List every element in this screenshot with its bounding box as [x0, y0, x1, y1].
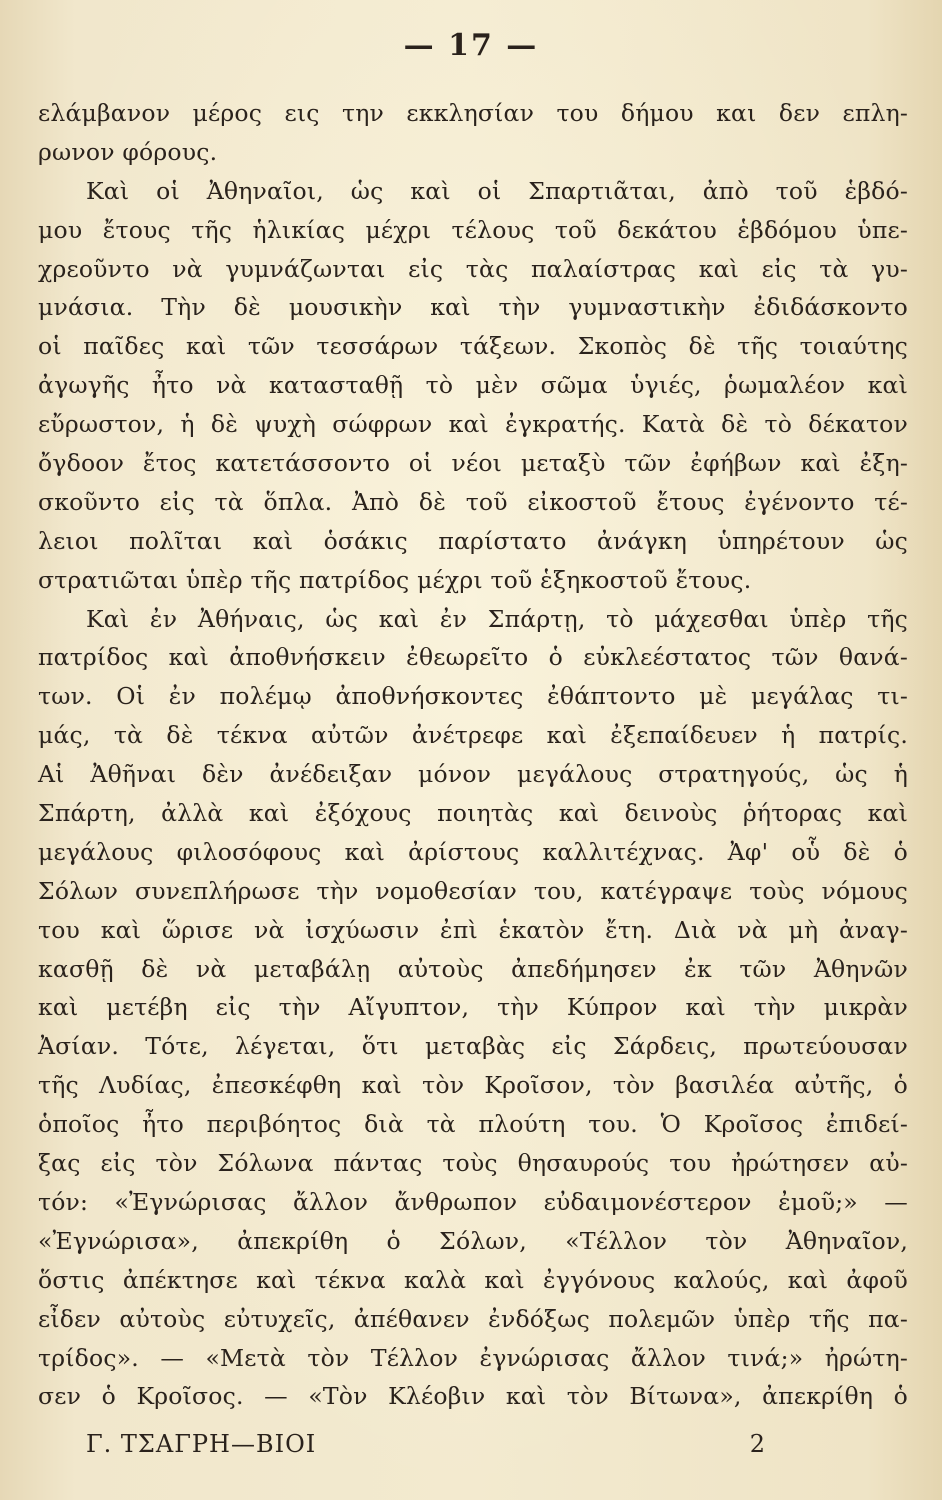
text-line: Σπάρτη, ἀλλὰ καὶ ἐξόχους ποιητὰς καὶ δεινοὺς ῥήτορας καὶ — [38, 799, 908, 828]
text-line: ἀγωγῆς ἦτο νὰ κατασταθῇ τὸ μὲν σῶμα ὑγιές, ῥωμαλέον καὶ — [38, 371, 908, 400]
page-footer — [86, 1430, 766, 1458]
text-line: εἶδεν αὐτοὺς εὐτυχεῖς, ἀπέθανεν ἐνδόξως πολεμῶν ὑπὲρ τῆς πα- — [38, 1304, 908, 1333]
text-line: σεν ὁ Κροῖσος. — «Τὸν Κλέοβιν καὶ τὸν Βίτωνα», ἀπεκρίθη ὁ — [38, 1382, 908, 1411]
text-line: μεγάλους φιλοσόφους καὶ ἀρίστους καλλιτέχνας. Ἀφ' οὗ δὲ ὁ — [38, 837, 908, 866]
text-line: ρωνον φόρους. — [38, 137, 218, 166]
text-line: καὶ μετέβη εἰς τὴν Αἴγυπτον, τὴν Κύπρον καὶ τὴν μικρὰν — [38, 993, 908, 1022]
text-line: εὔρωστον, ἡ δὲ ψυχὴ σώφρων καὶ ἐγκρατής. Κατὰ δὲ τὸ δέκατον — [38, 410, 908, 439]
text-line: Αἱ Ἀθῆναι δὲν ἀνέδειξαν μόνον μεγάλους στρατηγούς, ὡς ἡ — [38, 760, 908, 789]
text-line: μου ἔτους τῆς ἡλικίας μέχρι τέλους τοῦ δεκάτου ἑβδόμου ὑπε- — [38, 215, 908, 244]
text-line: «Ἐγνώρισα», ἀπεκρίθη ὁ Σόλων, «Τέλλον τὸν Ἀθηναῖον, — [38, 1226, 908, 1255]
text-line: τρίδος». — «Μετὰ τὸν Τέλλον ἐγνώρισας ἄλλον τινά;» ἠρώτη- — [38, 1343, 908, 1372]
text-line: ὅστις ἀπέκτησε καὶ τέκνα καλὰ καὶ ἐγγόνους καλούς, καὶ ἀφοῦ — [38, 1265, 908, 1294]
text-line: ὄγδοον ἔτος κατετάσσοντο οἱ νέοι μεταξὺ τῶν ἐφήβων καὶ ἐξη- — [38, 449, 908, 478]
text-line: Ἀσίαν. Τότε, λέγεται, ὅτι μεταβὰς εἰς Σάρδεις, πρωτεύουσαν — [38, 1032, 908, 1061]
text-line: μνάσια. Τὴν δὲ μουσικὴν καὶ τὴν γυμναστικὴν ἐδιδάσκοντο — [38, 293, 908, 322]
text-line: Σόλων συνεπλήρωσε τὴν νομοθεσίαν του, κατέγραψε τοὺς νόμους — [38, 876, 908, 905]
text-line: τόν: «Ἐγνώρισας ἄλλον ἄνθρωπον εὐδαιμονέστερον ἐμοῦ;» — — [38, 1187, 908, 1216]
text-line: πατρίδος καὶ ἀποθνήσκειν ἐθεωρεῖτο ὁ εὐκλεέστατος τῶν θανά- — [38, 643, 908, 672]
text-line: Καὶ ἐν Ἀθήναις, ὡς καὶ ἐν Σπάρτῃ, τὸ μάχεσθαι ὑπὲρ τῆς — [86, 604, 908, 633]
text-line: σκοῦντο εἰς τὰ ὅπλα. Ἀπὸ δὲ τοῦ εἰκοστοῦ ἔτους ἐγένοντο τέ- — [38, 487, 908, 516]
text-line: μάς, τὰ δὲ τέκνα αὐτῶν ἀνέτρεφε καὶ ἐξεπαίδευεν ἡ πατρίς. — [38, 721, 908, 750]
text-line: ὁποῖος ἦτο περιβόητος διὰ τὰ πλούτη του. Ὁ Κροῖσος ἐπιδεί- — [38, 1110, 908, 1139]
text-line: των. Οἱ ἐν πολέμῳ ἀποθνήσκοντες ἐθάπτοντο μὲ μεγάλας τι- — [38, 682, 908, 711]
page-number: — 17 — — [403, 28, 539, 63]
text-line: Καὶ οἱ Ἀθηναῖοι, ὡς καὶ οἱ Σπαρτιᾶται, ἀπὸ τοῦ ἑβδό- — [86, 176, 908, 205]
text-line: του καὶ ὥρισε νὰ ἰσχύωσιν ἐπὶ ἑκατὸν ἔτη. Διὰ νὰ μὴ ἀναγ- — [38, 915, 908, 944]
text-line: ξας εἰς τὸν Σόλωνα πάντας τοὺς θησαυρούς του ἠρώτησεν αὐ- — [38, 1149, 908, 1178]
text-line: κασθῇ δὲ νὰ μεταβάλῃ αὐτοὺς ἀπεδήμησεν ἐκ τῶν Ἀθηνῶν — [38, 954, 908, 983]
body-text — [38, 94, 908, 1416]
text-line: λειοι πολῖται καὶ ὁσάκις παρίστατο ἀνάγκη ὑπηρέτουν ὡς — [38, 526, 908, 555]
text-line: στρατιῶται ὑπὲρ τῆς πατρίδος μέχρι τοῦ ἑξηκοστοῦ ἔτους. — [38, 565, 752, 594]
sheet-number: 2 — [749, 1430, 766, 1458]
text-line: τῆς Λυδίας, ἐπεσκέφθη καὶ τὸν Κροῖσον, τὸν βασιλέα αὐτῆς, ὁ — [38, 1071, 908, 1100]
text-line: χρεοῦντο νὰ γυμνάζωνται εἰς τὰς παλαίστρας καὶ εἰς τὰ γυ- — [38, 254, 908, 283]
text-line: οἱ παῖδες καὶ τῶν τεσσάρων τάξεων. Σκοπὸς δὲ τῆς τοιαύτης — [38, 332, 908, 361]
book-signature: Γ. ΤΣΑΓΡΗ—ΒΙΟΙ — [86, 1430, 317, 1458]
text-line: ελάμβανον μέρος εις την εκκλησίαν του δήμου και δεν επλη- — [38, 99, 908, 127]
